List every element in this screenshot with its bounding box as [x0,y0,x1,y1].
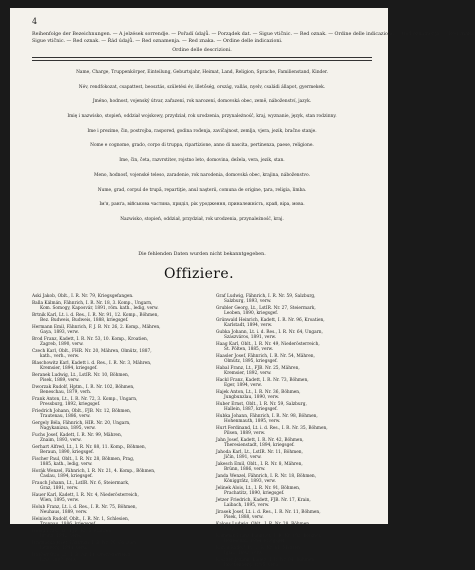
legend-line: Név, rendfokozat, csapattest, beosztás, születési év, illetőség, ország, vallás, nyelv, családi állapot, gyermekek. [78,84,326,90]
legend-line: Ime i prezime, čin, postrojba, raspored, godina rođenja, zavičajnost, zemlja, vjera, jezik, bračno stanje. [87,128,317,134]
casualty-entry: Hermann Emil, Fähnrich, F. J. B. Nr. 26, 2. Komp., Mähren, Gaya, 1893, verw. [32,324,161,335]
casualty-entry: Dworzak Rudolf, Hptm., I. R. Nr. 102, Böhmen, Beneschau, 1879, verh. [32,384,135,395]
casualty-entry: Kastner Johann, Kadett, I. R. Nr. 94, Böhmen, Reichenberg, 1895, verw. [216,558,316,569]
casualty-entry: Blaschowitz Karl, Kadett i. d. Res., I. R. Nr. 3, Mähren, Kremsier, 1894, kriegsgef. [32,360,152,371]
casualty-entry: Hromádka Josef, Fähnrich, I. R. Nr. 30, Galizien, Lemberg, 1894, verw. [32,540,138,551]
casualty-entry: Gergely Béla, Fähnrich, HIR. Nr. 20, Ungarn, Nagykanizsa, 1895, verw. [32,420,131,431]
legend-line: Nume, grad, corpul de trupă, repartiţie, anul naşterii, comuna de origine, ţara, religia, limba. [97,187,307,193]
casualty-entry: Brtnik Karl, Lt. i. d. Res., I. R. Nr. 91, 12. Komp., Böhmen, Bez. Budweis, Budweis, 1888, kriegsgef. [32,312,159,323]
casualty-entry: Jahn Josef, Kadett, I. R. Nr. 42, Böhmen, Theresienstadt, 1894, kriegsgef. [216,438,304,449]
casualty-entry: Hauer Karl, Kadett, I. R. Nr. 4, Niederösterreich, Wien, 1895, verw. [32,492,139,503]
casualty-entry: Beranek Ludwig, Lt., LstIR. Nr. 10, Böhmen, Pisek, 1889, verw. [32,372,130,383]
casualty-entry: Karlik Rudolf, Lt., I. R. Nr. 81, Mähren, Iglau, 1892, verw. [216,546,302,557]
casualty-entry: Graf Ludwig, Fähnrich, I. R. Nr. 59, Salzburg, Salzburg, 1893, verw. [216,294,316,305]
section-title: Offiziere. [164,266,234,282]
header-line: Reihenfolge der Bezeichnungen. — A jelzések sorrendje. — Pořadí údajů. — Porządek dat. — Sigue vtičnic. — Red oznak. — Ordine delle indicazioni. — Red oznamenja. — Red znaka. [32,32,475,37]
header-line: Ordine delle descrizioni. [172,48,232,53]
casualty-entry: Kamenik Franz, Fähnrich, I. R. Nr. 102, Böhmen, Beneschau, 1894, kriegsgef. [216,534,323,545]
casualty-entry: Grubler Georg, Lt., LstIR. Nr. 27, Steiermark, Leoben, 1890, kriegsgef. [216,306,316,317]
legend-line: Nome e cognome, grado, corpo di truppa, ripartizione, anno di nascita, pertinenza, paese, religione. [90,143,314,149]
header-divider [32,57,372,61]
casualty-entry: Frank Anton, Lt., I. R. Nr. 72, 3. Komp., Ungarn, Pressburg, 1892, kriegsgef. [32,396,138,407]
casualty-entry: Czech Karl, Oblt., FHR. Nr. 20, Mähren, Olmütz, 1887, kath., verh., verw. [32,348,152,359]
casualty-entry: Fuchs Josef, Kadett, I. R. Nr. 99, Mähren, Znaim, 1893, verw. [32,432,123,443]
legend-line: Imię i nazwisko, stopień, oddział wojskowy, przydział, rok urodzenia, przynależność, kraj, wyznanie, język, stan rodzinny. [67,114,337,120]
casualty-entry: Huber Ernst, Oblt., I. R. Nr. 59, Salzburg, Hallein, 1887, kriegsgef. [216,402,307,413]
casualty-entry: Hackl Franz, Kadett, I. R. Nr. 73, Böhmen, Eger, 1894, verw. [216,378,309,389]
casualty-entry: Gubka Johann, Lt. i. d. Res., I. R. Nr. 64, Ungarn, Szászváros, 1891, verw. [216,330,323,341]
casualty-entry: Jirasek Josef, Lt. i. d. Res., I. R. Nr. 11, Böhmen, Pisek, 1888, verw. [216,510,321,521]
casualty-entry: Aski Jakob, Oblt., I. R. Nr. 79, Kriegsgefangen. [32,294,134,299]
casualty-entry: Heinisch Rudolf, Oblt., I. R. Nr. 1, Schlesien, Troppau, 1886, kriegsgef. [32,516,130,527]
casualty-entry: Jetzer Friedrich, Kadett, FJB. Nr. 17, Krain, Laibach, 1895, verw. [216,498,311,509]
casualty-entry: Haag Karl, Oblt., I. R. Nr. 49, Niederösterreich, St. Pölten, 1885, verw. [216,342,320,353]
casualty-entry: Gerhart Alfred, Lt., I. R. Nr. 88, 11. Komp., Böhmen, Beraun, 1890, kriegsgef. [32,444,147,455]
missing-data-note: Die fehlenden Daten wurden nicht bekanntgegeben. [138,252,266,257]
casualty-entry: Hurt Ferdinand, Lt. i. d. Res., I. R. Nr. 35, Böhmen, Pilsen, 1889, verw. [216,426,328,437]
page-number: 4 [32,17,38,26]
casualty-entry: Janda Wenzel, Fähnrich, I. R. Nr. 18, Böhmen, Königgrätz, 1893, verw. [216,474,317,485]
casualty-entry: Fischer Paul, Oblt., I. R. Nr. 28, Böhmen, Prag, 1885, kath., ledig, verw. [32,456,135,467]
casualty-entry: Jakesch Emil, Oblt., I. R. Nr. 8, Mähren, Brünn, 1886, verw. [216,462,303,473]
casualty-entry: Hönig Ernst, Lt., FJB. Nr. 5, Mähren, Brünn, 1892, verw. [32,528,113,539]
casualty-entry: Hajek Anton, Lt., I. R. Nr. 36, Böhmen, Jungbunzlau, 1890, verw. [216,390,301,401]
casualty-entry: Jelinek Alois, Lt., I. R. Nr. 91, Böhmen, Prachatitz, 1890, kriegsgef. [216,486,301,497]
field-order-legend [34,70,370,232]
casualty-entry: Hubka Johann, Fähnrich, I. R. Nr. 98, Böhmen, Hohenmauth, 1895, verw. [216,414,318,425]
casualty-entry: Habal Franz, Lt., FJB. Nr. 25, Mähren, Kremsier, 1892, verw. [216,366,300,377]
legend-line: Name, Charge, Truppenkörper, Einteilung, Geburtsjahr, Heimat, Land, Religion, Sprache, Familienstand, Kinder. [76,70,328,75]
entries-right-column [216,294,392,570]
legend-line: Ім'я, ранґа, військова частина, приділ, рік уродження, приналежність, край, віра, мова. [99,202,305,208]
legend-line: Ime, čin, četa, razvrstitev, rojstno leto, domovina, dežela, vera, jezik, stan. [119,158,285,164]
casualty-entry: Horák Wenzel, Fähnrich, I. R. Nr. 21, 4. Komp., Böhmen, Časlau, 1894, kriegsgef. [32,468,156,479]
entries-left-column [32,294,208,565]
legend-line: Nazwisko, stopień, oddział, przydział, rok urodzenia, przynależność, kraj. [120,216,284,222]
legend-line: Meno, hodnosť, vojenské teleso, zaradenie, rok narodenia, domovská obec, krajina, náboženstvo. [94,172,310,178]
casualty-entry: Friedrich Johann, Oblt., FJB. Nr. 12, Böhmen, Trautenau, 1886, verw. [32,408,132,419]
casualty-entry: Balla Kálmán, Fähnrich, I. R. Nr. 18, 3. Komp., Ungarn, Kom. Somogy, Kaposvár, 1891, röm. kath., ledig, verw. [32,300,159,311]
casualty-entry: Holub Franz, Lt. i. d. Res., I. R. Nr. 75, Böhmen, Neuhaus, 1889, verw. [32,504,137,515]
casualty-entry: Haasler Josef, Fähnrich, I. R. Nr. 54, Mähren, Olmütz, 1895, kriegsgef. [216,354,315,365]
casualty-entry: Hueber Otto, Lt., I. R. Nr. 14, Oberösterreich, Linz, 1893, verw. [32,552,132,563]
casualty-entry: Brod Franz, Kadett, I. R. Nr. 53, 10. Komp., Kroatien, Zagreb, 1890, verw. [32,336,149,347]
document-page [10,8,475,569]
casualty-entry: Kalous Ludwig, Oblt., I. R. Nr. 28, Böhmen, Prag, 1885, verw. [216,522,311,533]
legend-line: Jméno, hodnost, vojenský útvar, zařazení, rok narození, domovská obec, země, náboženství, jazyk. [92,99,312,105]
casualty-entry: Grünwald Heinrich, Kadett, I. R. Nr. 96, Kroatien, Karlstadt, 1894, verw. [216,318,325,329]
casualty-entry: Jahoda Karl, Lt., LstIR. Nr. 11, Böhmen, Jičín, 1891, verw. [216,450,303,461]
header-line: Sigue vtičnic. — Red oznak. — Řád údajů. — Red oznamenja. — Red znaka. — Ordine delle indicazioni. [32,39,283,44]
casualty-entry: Frauch Johann, Lt., LstIR. Nr. 6, Steiermark, Graz, 1891, verw. [32,480,130,491]
